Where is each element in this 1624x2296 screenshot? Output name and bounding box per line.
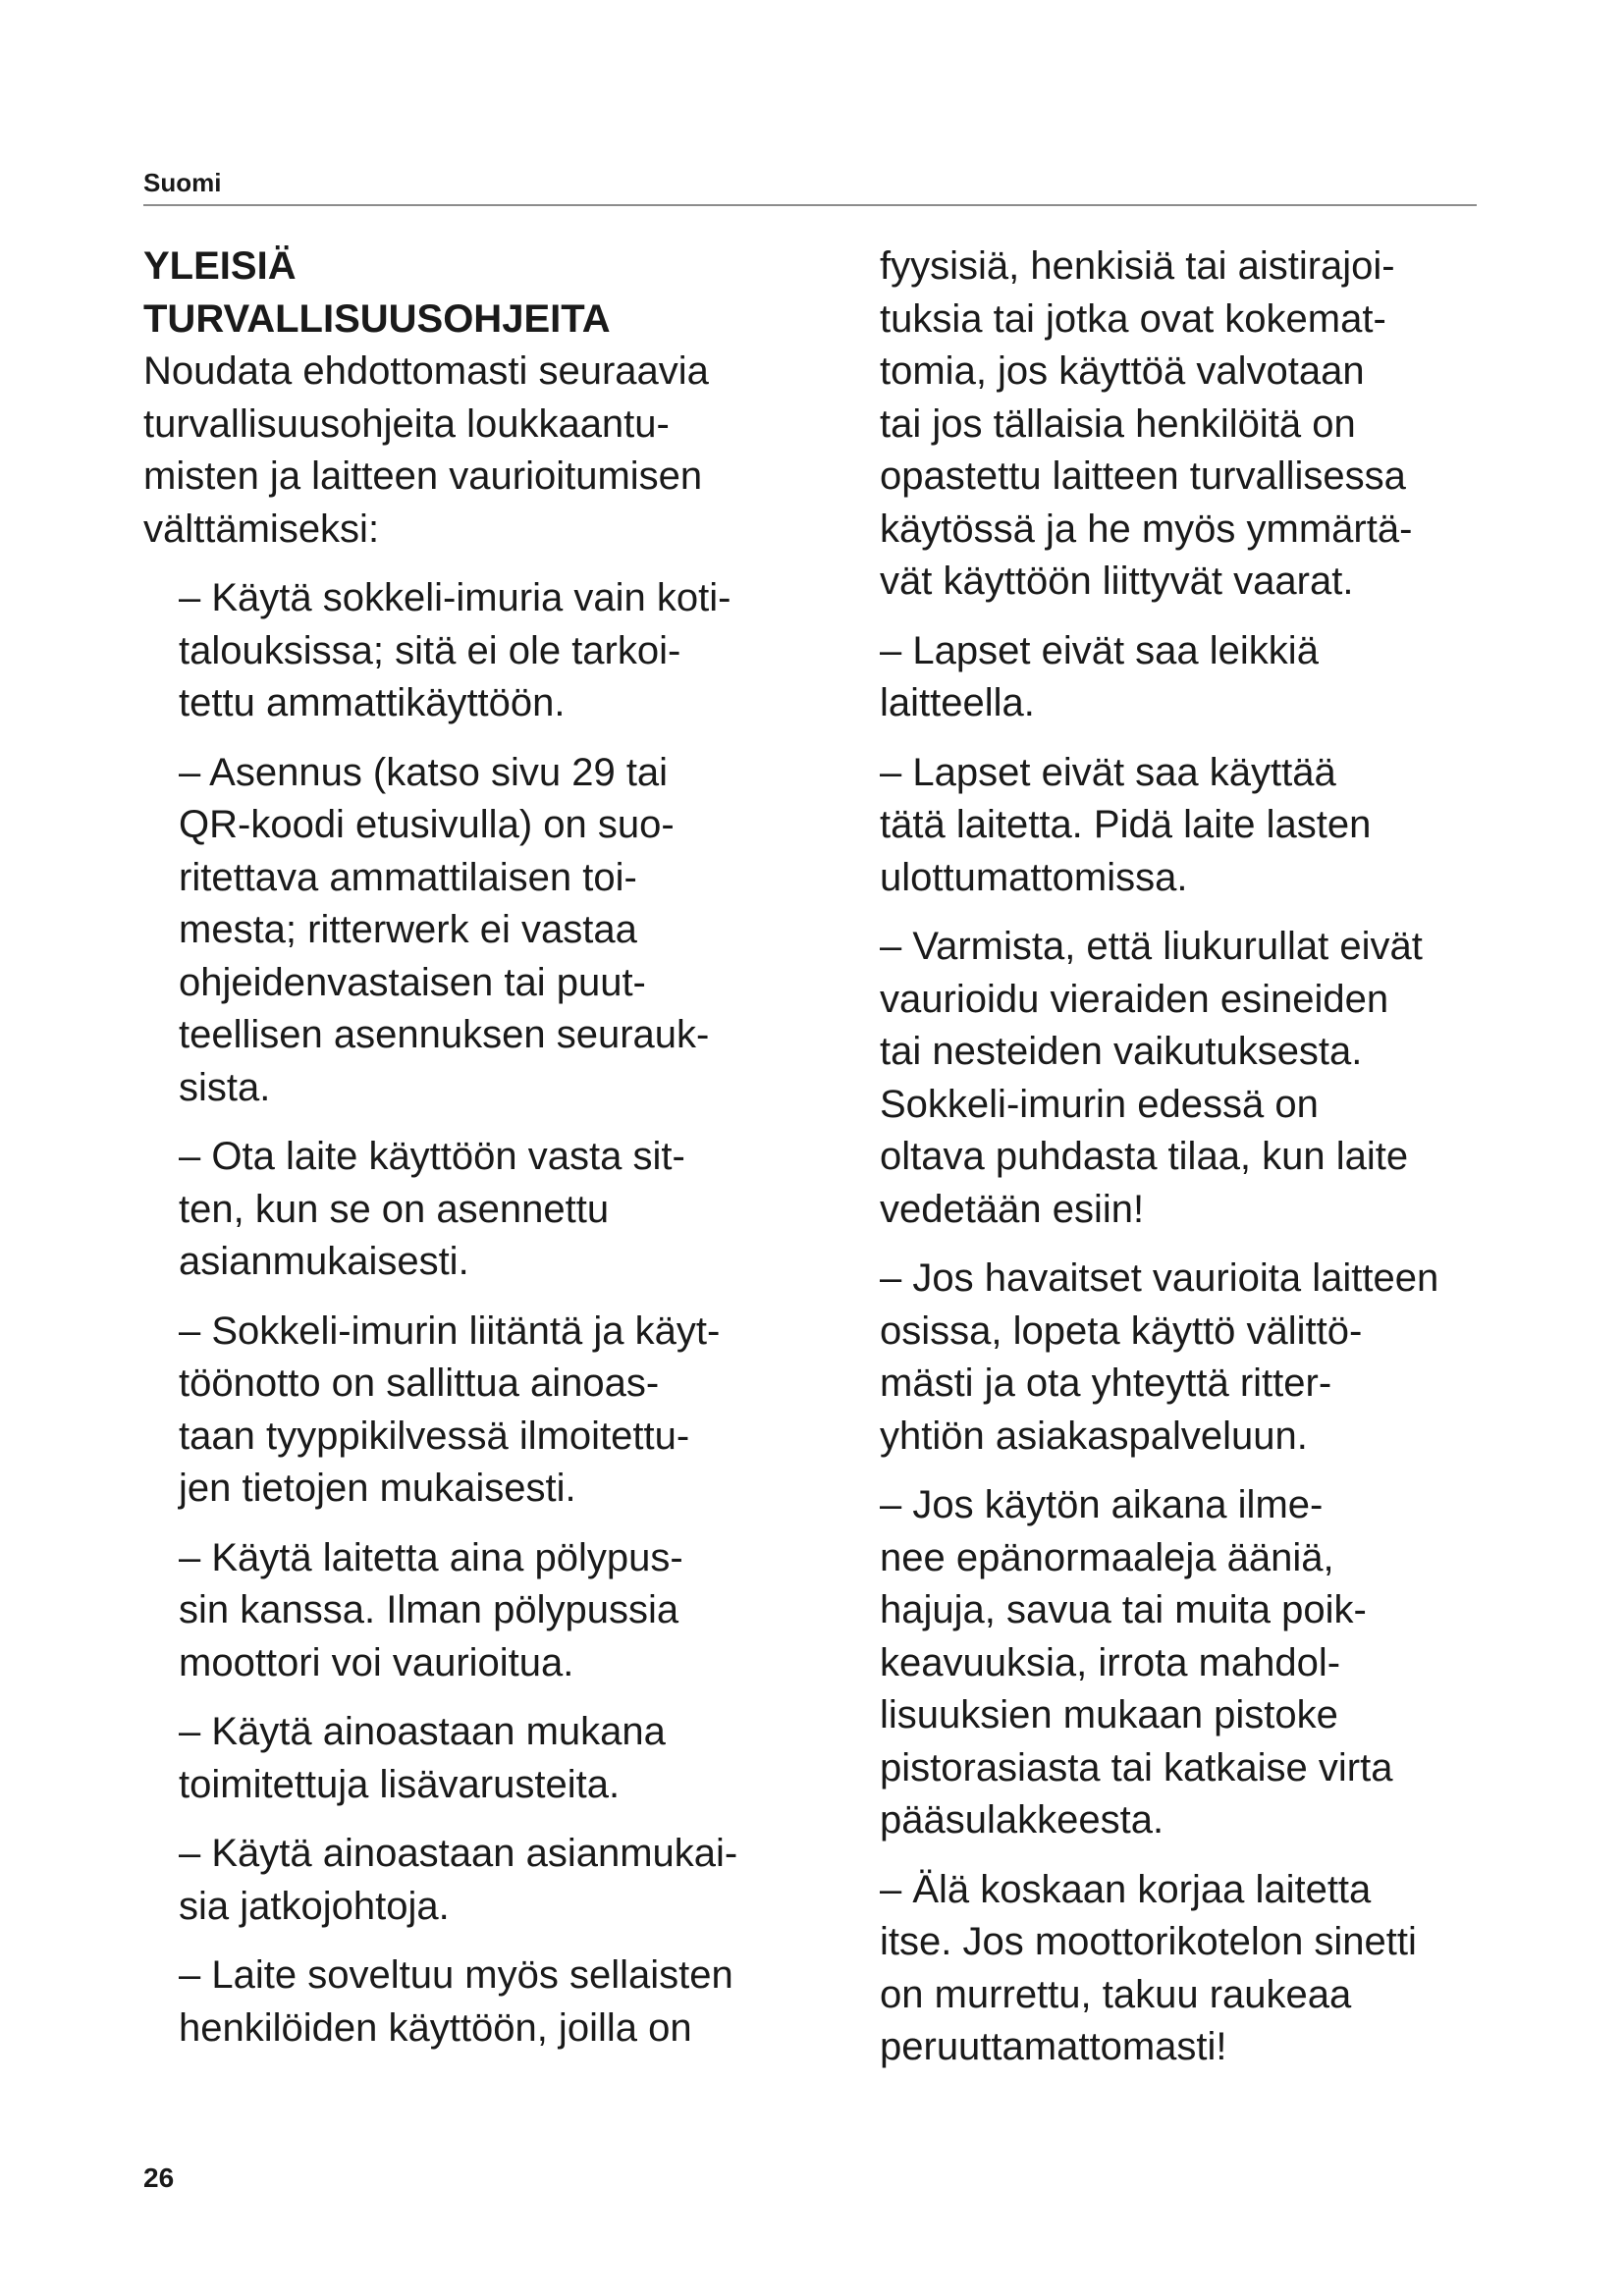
- section-title: [143, 240, 821, 346]
- safety-item: [143, 1706, 821, 1811]
- text-line: keavuuksia, irrota mahdol-: [880, 1640, 1341, 1684]
- text-line: fyysisiä, henkisiä tai aistirajoi-: [880, 244, 1395, 288]
- text-line: moottori voi vaurioitua.: [179, 1640, 574, 1684]
- safety-item: [143, 1828, 821, 1933]
- text-line: mesta; ritterwerk ei vastaa: [179, 908, 637, 951]
- text-line: – Lapset eivät saa leikkiä: [880, 628, 1319, 672]
- text-line: vedetään esiin!: [880, 1187, 1145, 1231]
- intro-paragraph: [143, 346, 821, 556]
- safety-item: [143, 1306, 821, 1516]
- text-line: töönotto on sallittua ainoas-: [179, 1362, 660, 1405]
- safety-list-right: [880, 240, 1508, 2074]
- text-line: tettu ammattikäyttöön.: [179, 681, 566, 724]
- text-line: – Lapset eivät saa käyttää: [880, 750, 1336, 794]
- text-line: hajuja, savua tai muita poik-: [880, 1588, 1367, 1631]
- text-line: misten ja laitteen vaurioitumisen: [143, 454, 703, 498]
- text-line: osissa, lopeta käyttö välittö-: [880, 1308, 1363, 1353]
- safety-item: [880, 1479, 1508, 1847]
- text-line: laitteella.: [880, 681, 1035, 724]
- text-line: henkilöiden käyttöön, joilla on: [179, 2005, 692, 2050]
- text-line: ritettava ammattilaisen toi-: [179, 855, 637, 899]
- safety-item: [143, 1532, 821, 1690]
- text-line: on murrettu, takuu raukeaa: [880, 1972, 1352, 2016]
- text-line: – Asennus (katso sivu 29 tai: [179, 750, 669, 794]
- text-line: taan tyyppikilvessä ilmoitettu-: [179, 1414, 690, 1458]
- text-line: yhtiön asiakaspalveluun.: [880, 1414, 1308, 1458]
- safety-item: [880, 240, 1508, 609]
- text-line: Noudata ehdottomasti seuraavia: [143, 349, 709, 393]
- text-line: tätä laitetta. Pidä laite lasten: [880, 803, 1372, 846]
- text-line: – Käytä ainoastaan asianmukai-: [179, 1832, 738, 1875]
- text-line: vaurioidu vieraiden esineiden: [880, 977, 1389, 1021]
- text-line: nee epänormaaleja ääniä,: [880, 1535, 1334, 1579]
- text-line: – Jos käytön aikana ilme-: [880, 1483, 1324, 1526]
- safety-item: [880, 747, 1508, 905]
- text-line: – Käytä ainoastaan mukana: [179, 1710, 666, 1753]
- safety-item: [880, 1253, 1508, 1463]
- safety-item: [880, 625, 1508, 730]
- title-line: TURVALLISUUSOHJEITA: [143, 296, 611, 341]
- safety-item: [880, 921, 1508, 1236]
- safety-item: [143, 1949, 821, 2055]
- text-line: välttämiseksi:: [143, 507, 380, 551]
- left-column: [143, 240, 821, 2071]
- text-line: – Laite soveltuu myös sellaisten: [179, 1953, 733, 1997]
- text-line: peruuttamattomasti!: [880, 2025, 1227, 2068]
- text-line: ulottumattomissa.: [880, 855, 1188, 899]
- text-line: ten, kun se on asennettu: [179, 1187, 610, 1231]
- right-column: [880, 240, 1508, 2091]
- text-line: – Jos havaitset vaurioita laitteen: [880, 1256, 1439, 1300]
- text-line: jen tietojen mukaisesti.: [179, 1467, 576, 1510]
- text-line: vät käyttöön liittyvät vaarat.: [880, 560, 1354, 603]
- safety-item: [143, 747, 821, 1115]
- text-line: tuksia tai jotka ovat kokemat-: [880, 296, 1386, 341]
- safety-item: [143, 572, 821, 730]
- text-line: – Älä koskaan korjaa laitetta: [880, 1867, 1372, 1911]
- text-line: tai jos tällaisia henkilöitä on: [880, 401, 1356, 446]
- text-line: opastettu laitteen turvallisessa: [880, 454, 1406, 498]
- text-line: – Sokkeli-imurin liitäntä ja käyt-: [179, 1308, 721, 1353]
- text-line: – Käytä laitetta aina pölypus-: [179, 1535, 683, 1579]
- text-line: lisuuksien mukaan pistoke: [880, 1693, 1338, 1736]
- safety-item: [880, 1864, 1508, 2074]
- page-header: [143, 167, 1477, 206]
- text-line: turvallisuusohjeita loukkaantu-: [143, 401, 670, 446]
- title-line: YLEISIÄ: [143, 244, 297, 288]
- text-line: toimitettuja lisävarusteita.: [179, 1762, 621, 1806]
- text-line: asianmukaisesti.: [179, 1240, 469, 1283]
- safety-list-left: [143, 572, 821, 2055]
- text-line: sia jatkojohtoja.: [179, 1884, 450, 1928]
- text-line: pistorasiasta tai katkaise virta: [880, 1745, 1393, 1789]
- text-line: Sokkeli-imurin edessä on: [880, 1082, 1319, 1126]
- page-number: 26: [143, 2163, 175, 2193]
- text-line: sin kanssa. Ilman pölypussia: [179, 1588, 679, 1631]
- text-line: tai nesteiden vaikutuksesta.: [880, 1030, 1363, 1073]
- text-line: oltava puhdasta tilaa, kun laite: [880, 1135, 1409, 1178]
- text-line: käytössä ja he myös ymmärtä-: [880, 507, 1413, 551]
- text-line: – Käytä sokkeli-imuria vain koti-: [179, 576, 731, 619]
- text-line: sista.: [179, 1065, 271, 1109]
- text-line: ohjeidenvastaisen tai puut-: [179, 960, 646, 1004]
- safety-item: [143, 1131, 821, 1289]
- text-line: teellisen asennuksen seurauk-: [179, 1013, 710, 1056]
- text-line: mästi ja ota yhteyttä ritter-: [880, 1362, 1332, 1405]
- text-line: – Ota laite käyttöön vasta sit-: [179, 1135, 685, 1178]
- text-line: talouksissa; sitä ei ole tarkoi-: [179, 628, 681, 672]
- language-label: Suomi: [143, 168, 222, 197]
- text-line: tomia, jos käyttöä valvotaan: [880, 349, 1365, 393]
- text-line: itse. Jos moottorikotelon sinetti: [880, 1920, 1417, 1963]
- text-line: QR-koodi etusivulla) on suo-: [179, 803, 675, 846]
- text-line: – Varmista, että liukurullat eivät: [880, 925, 1423, 968]
- text-line: pääsulakkeesta.: [880, 1798, 1164, 1842]
